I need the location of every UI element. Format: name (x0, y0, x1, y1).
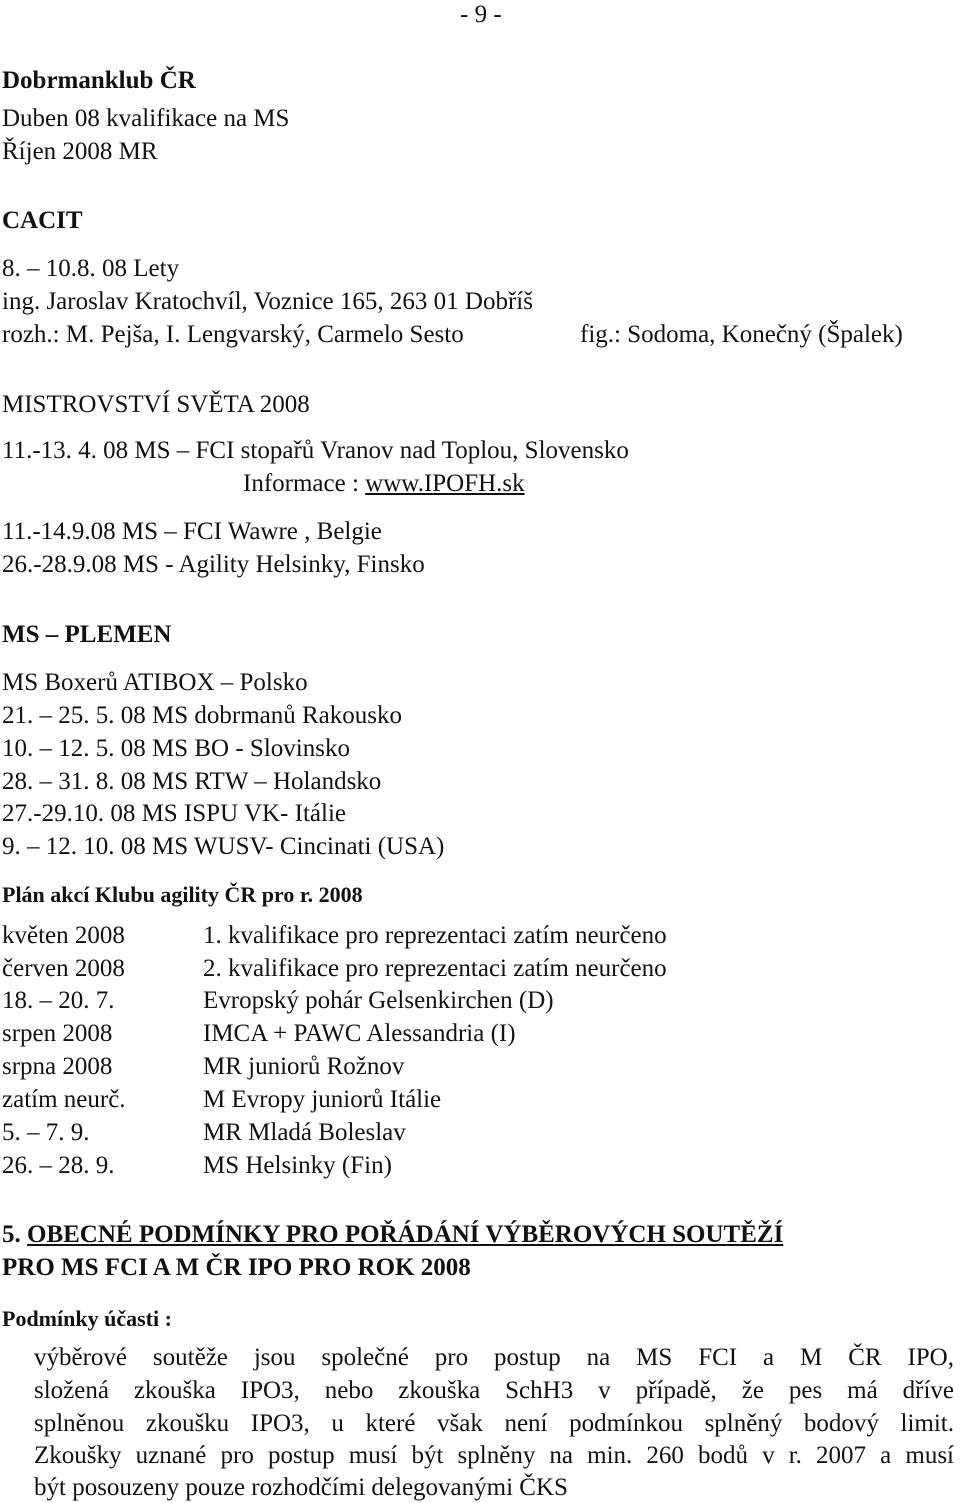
breeds-title: MS – PLEMEN (2, 621, 172, 648)
agility-row-event: MR juniorů Rožnov (203, 1053, 405, 1080)
agility-row-event: M Evropy juniorů Itálie (203, 1086, 442, 1113)
conditions-label: Podmínky účasti : (2, 1306, 172, 1331)
paragraph-line: být posouzeny pouze rozhodčími delegovanými ČKS (34, 1474, 568, 1501)
agility-row-date: 26. – 28. 9. (2, 1152, 115, 1179)
agility-row-date: 5. – 7. 9. (2, 1119, 90, 1146)
cacit-title: CACIT (2, 207, 83, 234)
breeds-item: 21. – 25. 5. 08 MS dobrmanů Rakousko (2, 702, 402, 729)
world-event-1-info (243, 469, 525, 499)
agility-row-event: Evropský pohár Gelsenkirchen (D) (203, 987, 554, 1014)
breeds-item: MS Boxerů ATIBOX – Polsko (2, 669, 308, 696)
agility-row-event: 2. kvalifikace pro reprezentaci zatím neurčeno (203, 955, 667, 982)
breeds-item: 27.-29.10. 08 MS ISPU VK- Itálie (2, 800, 346, 827)
cacit-judges: rozh.: M. Pejša, I. Lengvarský, Carmelo Sesto (2, 321, 464, 348)
agility-row-date: srpna 2008 (2, 1053, 113, 1080)
club-title: Dobrmanklub ČR (2, 67, 196, 94)
club-line-1: Duben 08 kvalifikace na MS (2, 105, 290, 132)
section5-number: 5. (2, 1221, 27, 1248)
cacit-date: 8. – 10.8. 08 Lety (2, 255, 180, 282)
paragraph-line: Zkoušky uznané pro postup musí být splněny na min. 260 bodů v r. 2007 a musí (34, 1442, 954, 1469)
world-event-1: 11.-13. 4. 08 MS – FCI stopařů Vranov nad Toplou, Slovensko (2, 437, 629, 464)
breeds-item: 9. – 12. 10. 08 MS WUSV- Cincinati (USA) (2, 833, 445, 860)
world-event-2: 11.-14.9.08 MS – FCI Wawre , Belgie (2, 518, 382, 545)
agility-row-event: MS Helsinky (Fin) (203, 1152, 392, 1179)
agility-row-date: 18. – 20. 7. (2, 987, 115, 1014)
cacit-figurants: fig.: Sodoma, Konečný (Špalek) (580, 321, 903, 348)
page-number: - 9 - (460, 1, 502, 28)
breeds-item: 10. – 12. 5. 08 MS BO - Slovinsko (2, 735, 350, 762)
agility-row-date: květen 2008 (2, 922, 125, 949)
paragraph-line: výběrové soutěže jsou společné pro postup na MS FCI a M ČR IPO, (34, 1344, 954, 1371)
agility-row-event: 1. kvalifikace pro reprezentaci zatím neurčeno (203, 922, 667, 949)
section5-title-1: OBECNÉ PODMÍNKY PRO POŘÁDÁNÍ VÝBĚROVÝCH SOUTĚŽÍ (27, 1221, 784, 1248)
agility-row-date: červen 2008 (2, 955, 125, 982)
agility-row-date: zatím neurč. (2, 1086, 126, 1113)
world-title: MISTROVSTVÍ SVĚTA 2008 (2, 391, 310, 418)
info-label: Informace : (243, 470, 366, 497)
paragraph-line: složená zkouška IPO3, nebo zkouška SchH3 v případě, že pes má dříve (34, 1377, 954, 1404)
agility-row-event: IMCA + PAWC Alessandria (I) (203, 1020, 516, 1047)
ipofh-link[interactable]: www.IPOFH.sk (365, 470, 525, 497)
paragraph-line: splněnou zkoušku IPO3, u které však není podmínkou splněný bodový limit. (34, 1410, 954, 1437)
agility-row-event: MR Mladá Boleslav (203, 1119, 406, 1146)
breeds-item: 28. – 31. 8. 08 MS RTW – Holandsko (2, 768, 382, 795)
section5-heading-line-2: PRO MS FCI A M ČR IPO PRO ROK 2008 (2, 1254, 471, 1281)
agility-title: Plán akcí Klubu agility ČR pro r. 2008 (2, 882, 363, 907)
cacit-organizer: ing. Jaroslav Kratochvíl, Voznice 165, 263 01 Dobříš (2, 288, 533, 315)
agility-row-date: srpen 2008 (2, 1020, 113, 1047)
club-line-2: Říjen 2008 MR (2, 138, 158, 165)
world-event-3: 26.-28.9.08 MS - Agility Helsinky, Finsko (2, 551, 425, 578)
section5-heading-line-1 (2, 1220, 783, 1250)
